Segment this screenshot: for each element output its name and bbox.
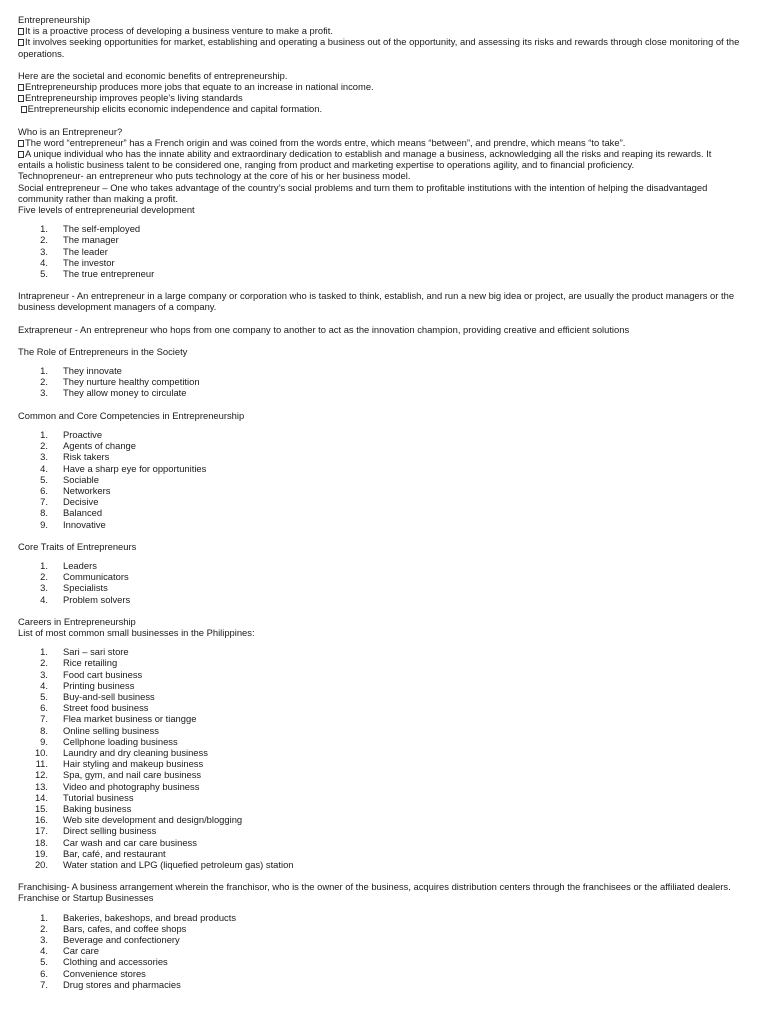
list-item-text: The manager [63, 234, 119, 246]
list-item-text: Cellphone loading business [63, 735, 178, 747]
list-item-text: Online selling business [63, 724, 159, 736]
list-item-text: Car care [63, 945, 99, 957]
list-number: 8. [40, 724, 48, 736]
bullet-box-icon [18, 28, 24, 35]
list-number: 4. [40, 945, 48, 957]
list-number: 19. [34, 847, 48, 859]
list-number: 3. [40, 451, 48, 463]
intrapreneur-definition: Intrapreneur - An entrepreneur in a large company or corporation who is tasked to think, establish, and run a new big idea or project, are usually the product managers or the business development managers of a company. [18, 290, 735, 313]
list-number: 18. [34, 836, 48, 848]
who-point: A unique individual who has the innate ability and extraordinary dedication to establish and manage a business, acknowledging all the risks and reaping its rewards. It entails a holistic business talent to be considered one, ranging from product and marketing expertise to operations agility, and to financial proficiency. [18, 148, 712, 171]
list-item-text: Balanced [63, 507, 103, 519]
list-number: 4. [40, 256, 48, 268]
list-item [18, 268, 740, 279]
intro-point: It is a proactive process of developing a business venture to make a profit. [18, 25, 740, 36]
document-page [18, 14, 740, 990]
list-item [18, 496, 740, 507]
list-item-text: Water station and LPG (liquefied petroleum gas) station [63, 859, 294, 870]
list-number: 14. [34, 791, 48, 803]
list-item-text: Communicators [63, 571, 129, 583]
list-number: 15. [34, 802, 48, 814]
list-item [18, 979, 740, 990]
list-item-text: They innovate [63, 365, 122, 377]
list-number: 5. [40, 690, 48, 702]
list-number: 2. [40, 657, 48, 669]
list-item [18, 758, 740, 769]
list-number: 2. [40, 571, 48, 583]
list-number: 2. [40, 376, 48, 388]
list-item-text: Problem solvers [63, 593, 131, 605]
social-entrepreneur-definition: Social entrepreneur – One who takes advantage of the country’s social problems and turn them to profitable institutions with the intention of helping the disadvantaged community rather than making a profit. [18, 181, 708, 204]
list-item [18, 859, 740, 870]
list-item [18, 792, 740, 803]
list-number: 20. [34, 859, 48, 870]
list-item-text: Flea market business or tiangge [63, 713, 197, 725]
list-item [18, 803, 740, 814]
list-number: 5. [40, 473, 48, 485]
list-item [18, 646, 740, 657]
list-item [18, 923, 740, 934]
careers-heading: Careers in Entrepreneurship [18, 615, 136, 627]
list-number: 6. [40, 967, 48, 979]
roles-list [18, 365, 740, 399]
list-item [18, 257, 740, 268]
list-number: 12. [34, 769, 48, 781]
list-item-text: The investor [63, 256, 115, 268]
list-item-text: Bars, cafes, and coffee shops [63, 922, 187, 934]
list-item-text: Baking business [63, 802, 132, 814]
list-number: 1. [40, 223, 48, 235]
list-number: 1. [40, 365, 48, 377]
benefit-item: Entrepreneurship improves people’s living standards [18, 92, 740, 103]
list-item-text: Risk takers [63, 451, 110, 463]
benefit-item: Entrepreneurship produces more jobs that equate to an increase in national income. [18, 81, 740, 92]
list-item-text: Leaders [63, 559, 97, 571]
list-number: 7. [40, 978, 48, 990]
franchising-definition: Franchising- A business arrangement wherein the franchisor, who is the owner of the business, acquires distribution centers through the franchisees or the affiliated dealers. Franchise or Startup Businesses [18, 881, 731, 904]
franchises-list [18, 912, 740, 990]
competencies-heading: Common and Core Competencies in Entrepreneurship [18, 409, 245, 421]
list-number: 17. [34, 825, 48, 837]
businesses-heading: List of most common small businesses in the Philippines: [18, 626, 255, 638]
technopreneur-definition: Technopreneur- an entrepreneur who puts technology at the core of his or her business model. [18, 170, 411, 182]
list-item-text: Sari – sari store [63, 646, 129, 658]
list-item [18, 825, 740, 836]
list-number: 2. [40, 234, 48, 246]
list-number: 4. [40, 679, 48, 691]
list-item [18, 507, 740, 518]
list-item [18, 582, 740, 593]
list-item-text: Bar, café, and restaurant [63, 847, 166, 859]
bullet-box-icon [18, 151, 24, 158]
list-item [18, 365, 740, 376]
list-item-text: Bakeries, bakeshops, and bread products [63, 911, 237, 923]
levels-heading: Five levels of entrepreneurial development [18, 204, 195, 216]
list-item-text: Convenience stores [63, 967, 146, 979]
list-number: 6. [40, 702, 48, 714]
list-item [18, 968, 740, 979]
list-item-text: Laundry and dry cleaning business [63, 746, 208, 758]
list-number: 10. [34, 746, 48, 758]
list-item [18, 769, 740, 780]
bullet-box-icon [21, 106, 27, 113]
list-item [18, 945, 740, 956]
list-item [18, 246, 740, 257]
list-item [18, 440, 740, 451]
list-number: 3. [40, 934, 48, 946]
list-number: 4. [40, 593, 48, 605]
list-item [18, 474, 740, 485]
list-item [18, 934, 740, 945]
list-number: 13. [34, 780, 48, 792]
list-item [18, 725, 740, 736]
list-item [18, 519, 740, 530]
who-heading: Who is an Entrepreneur? [18, 125, 123, 137]
list-number: 16. [34, 814, 48, 826]
list-item [18, 485, 740, 496]
list-item-text: Video and photography business [63, 780, 200, 792]
traits-list [18, 560, 740, 605]
list-item-text: Agents of change [63, 440, 136, 452]
list-item-text: Proactive [63, 428, 103, 440]
list-number: 5. [40, 956, 48, 968]
list-item [18, 912, 740, 923]
businesses-list [18, 646, 740, 870]
list-item [18, 387, 740, 398]
list-item [18, 451, 740, 462]
list-item-text: Specialists [63, 582, 108, 594]
list-item [18, 781, 740, 792]
bullet-box-icon [18, 95, 24, 102]
list-number: 11. [35, 758, 48, 770]
list-item [18, 702, 740, 713]
bullet-box-icon [18, 84, 24, 91]
list-item-text: The leader [63, 245, 108, 257]
list-item [18, 234, 740, 245]
list-item [18, 837, 740, 848]
list-item [18, 736, 740, 747]
list-number: 3. [40, 668, 48, 680]
list-item-text: Car wash and car care business [63, 836, 197, 848]
list-number: 6. [40, 484, 48, 496]
list-item-text: Beverage and confectionery [63, 934, 180, 946]
benefit-item: Entrepreneurship elicits economic independence and capital formation. [18, 103, 740, 114]
list-item-text: Food cart business [63, 668, 143, 680]
list-item-text: Rice retailing [63, 657, 118, 669]
list-item-text: Printing business [63, 679, 135, 691]
list-number: 1. [40, 646, 48, 658]
benefits-heading: Here are the societal and economic benefits of entrepreneurship. [18, 69, 288, 81]
list-item-text: Spa, gym, and nail care business [63, 769, 202, 781]
role-heading: The Role of Entrepreneurs in the Society [18, 345, 188, 357]
list-item-text: Have a sharp eye for opportunities [63, 462, 207, 474]
list-item [18, 848, 740, 859]
list-item [18, 691, 740, 702]
list-item-text: Sociable [63, 473, 99, 485]
list-item-text: The self-employed [63, 223, 141, 235]
list-item-text: Tutorial business [63, 791, 134, 803]
list-item [18, 713, 740, 724]
list-item-text: Hair styling and makeup business [63, 758, 204, 770]
competencies-list [18, 429, 740, 530]
bullet-box-icon [18, 140, 24, 147]
list-number: 9. [40, 518, 48, 530]
list-number: 4. [40, 462, 48, 474]
list-number: 1. [40, 428, 48, 440]
list-item-text: The true entrepreneur [63, 268, 155, 280]
list-item-text: Drug stores and pharmacies [63, 978, 181, 990]
who-point: The word “entrepreneur” has a French origin and was coined from the words entre, which means “between”, and prendre, which means “to take”. [18, 137, 740, 148]
list-item-text: Street food business [63, 702, 149, 714]
list-item [18, 680, 740, 691]
list-number: 9. [40, 735, 48, 747]
list-item-text: They nurture healthy competition [63, 376, 200, 388]
intro-point: It involves seeking opportunities for market, establishing and operating a business out of the opportunity, and assessing its risks and rewards through close monitoring of the operations. [18, 36, 740, 59]
list-number: 3. [40, 245, 48, 257]
list-item [18, 747, 740, 758]
list-item [18, 657, 740, 668]
list-item-text: Clothing and accessories [63, 956, 168, 968]
list-item [18, 463, 740, 474]
list-item-text: Networkers [63, 484, 111, 496]
list-item-text: Innovative [63, 518, 106, 530]
list-item [18, 669, 740, 680]
list-item [18, 956, 740, 967]
list-number: 8. [40, 507, 48, 519]
list-item-text: Buy-and-sell business [63, 690, 155, 702]
list-number: 3. [40, 387, 48, 399]
doc-title: Entrepreneurship [18, 14, 90, 25]
list-number: 2. [40, 922, 48, 934]
list-item [18, 376, 740, 387]
levels-list [18, 223, 740, 279]
list-number: 1. [40, 911, 48, 923]
list-number: 3. [40, 582, 48, 594]
list-item [18, 223, 740, 234]
list-number: 2. [40, 440, 48, 452]
extrapreneur-definition: Extrapreneur - An entrepreneur who hops from one company to another to act as the innovation champion, providing creative and efficient solutions [18, 323, 630, 335]
traits-heading: Core Traits of Entrepreneurs [18, 540, 137, 552]
list-item-text: Direct selling business [63, 825, 157, 837]
list-number: 7. [40, 713, 48, 725]
list-item [18, 429, 740, 440]
list-item-text: Decisive [63, 496, 99, 508]
list-item [18, 594, 740, 605]
list-item [18, 560, 740, 571]
list-item [18, 814, 740, 825]
list-number: 5. [40, 268, 48, 280]
list-item [18, 571, 740, 582]
list-item-text: Web site development and design/blogging [63, 814, 243, 826]
list-number: 1. [40, 559, 48, 571]
list-number: 7. [40, 496, 48, 508]
bullet-box-icon [18, 39, 24, 46]
list-item-text: They allow money to circulate [63, 387, 187, 399]
